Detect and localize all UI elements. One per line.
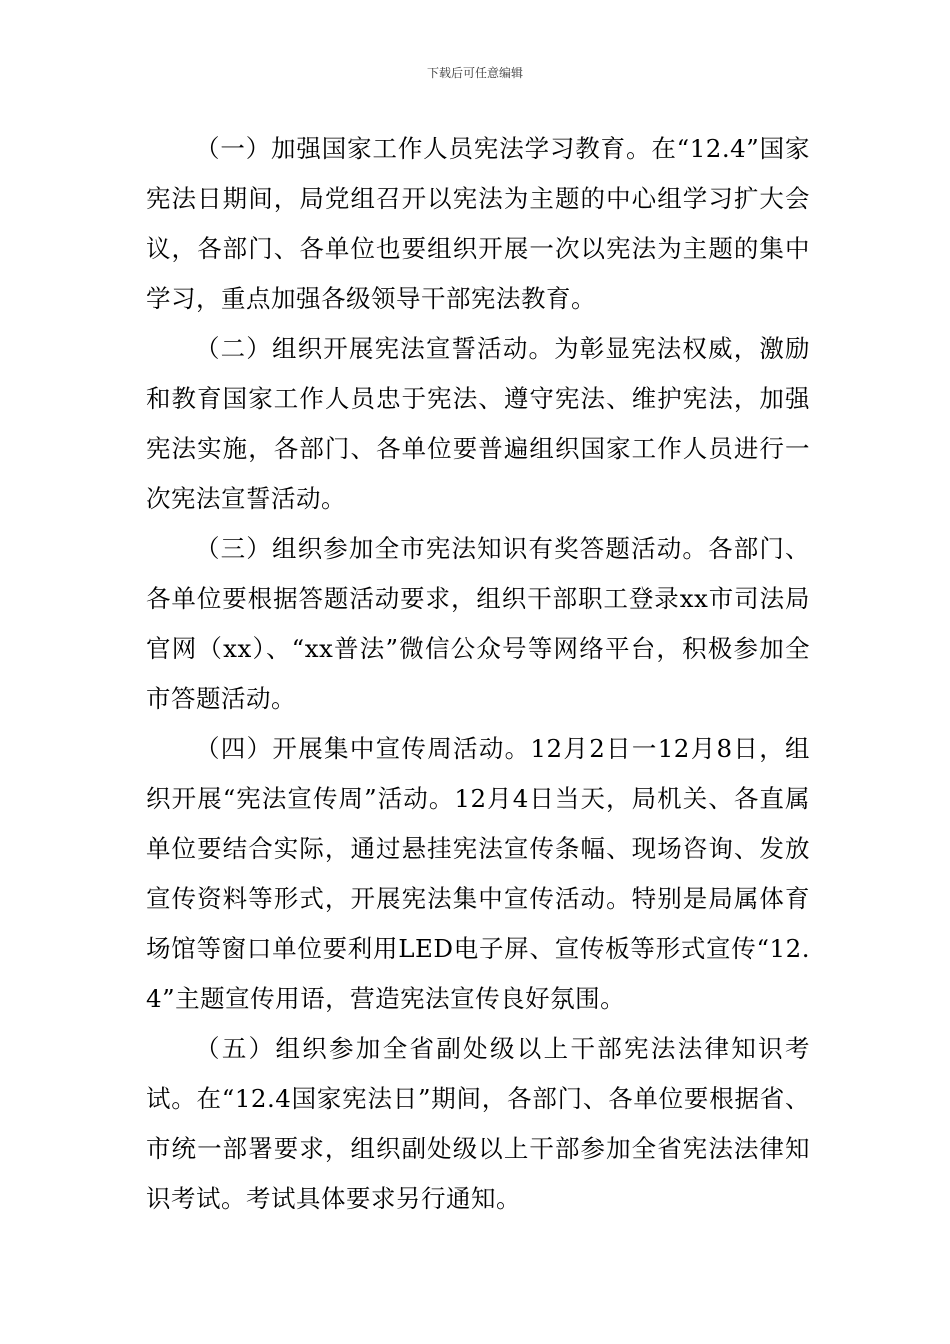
document-body xyxy=(146,124,810,1224)
page-header: 下载后可任意编辑 xyxy=(426,66,523,80)
paragraph-5: （五）组织参加全省副处级以上干部宪法法律知识考试。在“12.4国家宪法日”期间，各部门、各单位要根据省、市统一部署要求，组织副处级以上干部参加全省宪法法律知识考试。考试具体要求另行通知。 xyxy=(146,1034,810,1213)
paragraph-1: （一）加强国家工作人员宪法学习教育。在“12.4”国家宪法日期间，局党组召开以宪法为主题的中心组学习扩大会议，各部门、各单位也要组织开展一次以宪法为主题的集中学习，重点加强各级领导干部宪法教育。 xyxy=(146,134,810,313)
paragraph-3: （三）组织参加全市宪法知识有奖答题活动。各部门、各单位要根据答题活动要求，组织干部职工登录xx市司法局官网（xx）、“xx普法”微信公众号等网络平台，积极参加全市答题活动。 xyxy=(146,534,810,713)
paragraph-2: （二）组织开展宪法宣誓活动。为彰显宪法权威，激励和教育国家工作人员忠于宪法、遵守宪法、维护宪法，加强宪法实施，各部门、各单位要普遍组织国家工作人员进行一次宪法宣誓活动。 xyxy=(146,334,810,513)
paragraph-4: （四）开展集中宣传周活动。12月2日一12月8日，组织开展“宪法宣传周”活动。12月4日当天，局机关、各直属单位要结合实际，通过悬挂宪法宣传条幅、现场咨询、发放宣传资料等形式，开展宪法集中宣传活动。特别是局属体育场馆等窗口单位要利用LED电子屏、宣传板等形式宣传“12.4”主题宣传用语，营造宪法宣传良好氛围。 xyxy=(146,734,810,1013)
